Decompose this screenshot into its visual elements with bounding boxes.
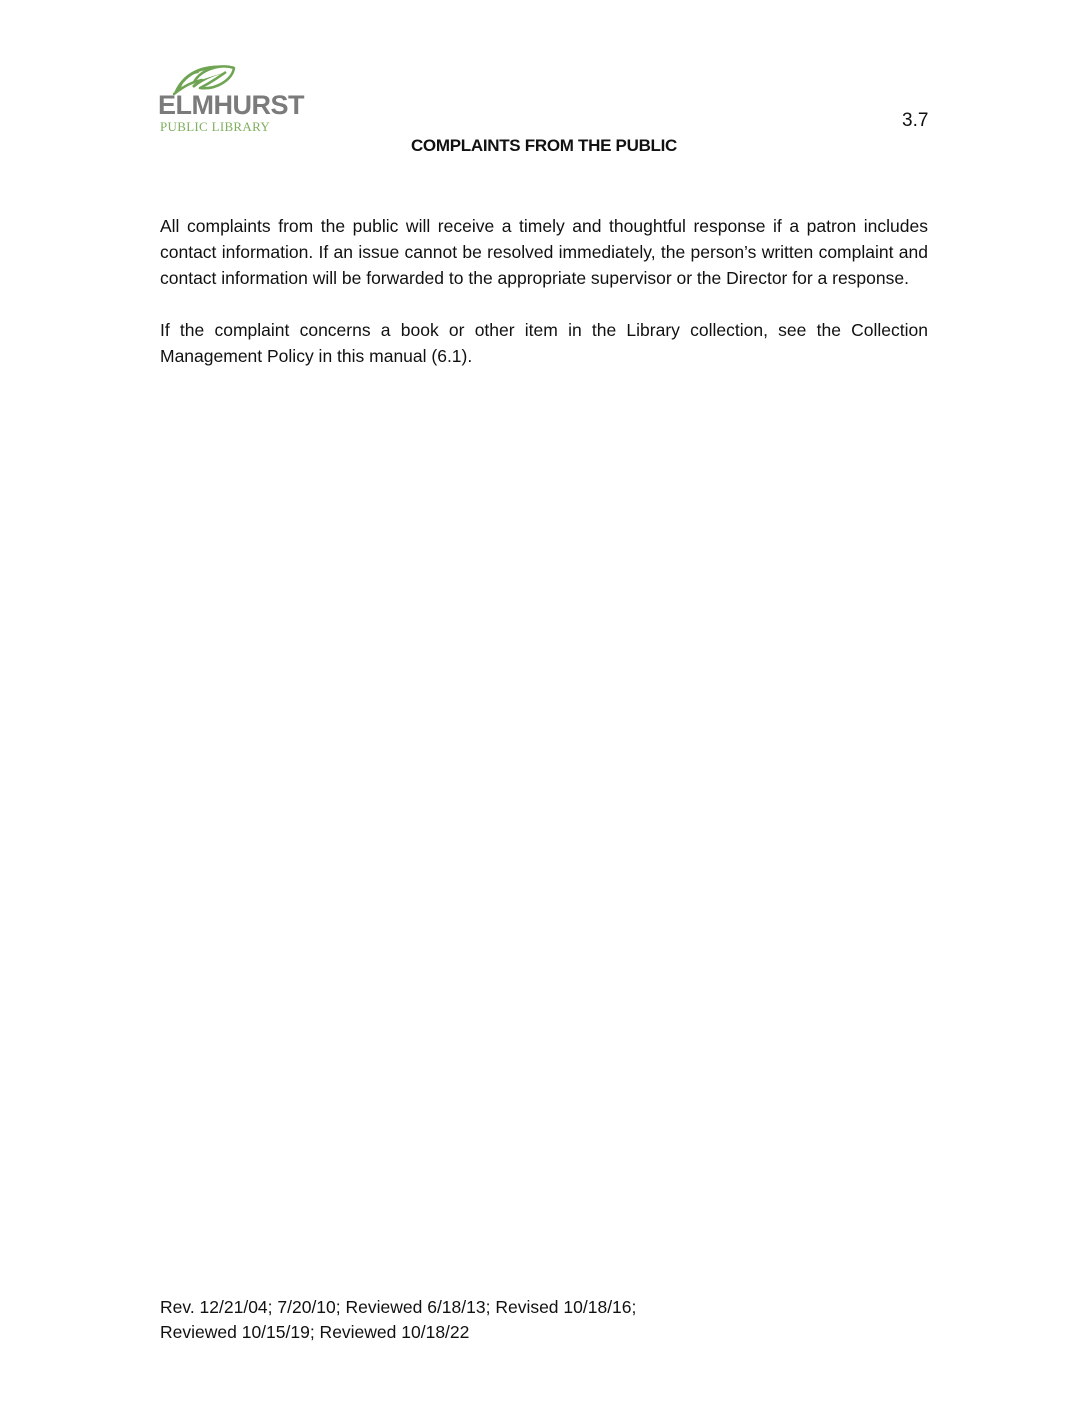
page-title: COMPLAINTS FROM THE PUBLIC xyxy=(410,136,678,155)
revision-line: Rev. 12/21/04; 7/20/10; Reviewed 6/18/13; Revised 10/18/16; xyxy=(160,1297,637,1317)
body-paragraph: If the complaint concerns a book or other item in the Library collection, see the Collection Management Policy in this manual (6.1). xyxy=(160,320,928,366)
logo-wordmark: ELMHURST xyxy=(158,90,304,120)
logo-subtitle: PUBLIC LIBRARY xyxy=(160,119,271,134)
section-number: 3.7 xyxy=(902,110,929,131)
document-body xyxy=(160,213,928,395)
revision-footer xyxy=(160,1295,860,1345)
library-logo xyxy=(158,62,308,132)
body-paragraph: All complaints from the public will receive a timely and thoughtful response if a patron includes contact information. If an issue cannot be resolved immediately, the person’s written complaint and contact information will be forwarded to the appropriate supervisor or the Director for a response. xyxy=(160,216,928,288)
revision-line: Reviewed 10/15/19; Reviewed 10/18/22 xyxy=(160,1322,470,1342)
